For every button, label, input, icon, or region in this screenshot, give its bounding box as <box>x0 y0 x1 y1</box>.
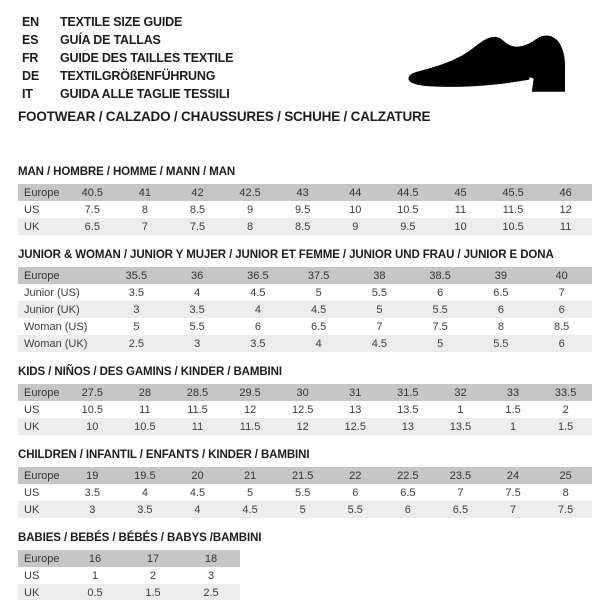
row-label: Junior (US) <box>24 286 80 299</box>
size-value: 9.5 <box>295 203 311 216</box>
size-value: 28 <box>138 386 152 399</box>
size-table <box>18 384 592 435</box>
table-row <box>18 218 592 235</box>
size-value: 1 <box>91 569 99 582</box>
size-value: 22.5 <box>397 469 419 482</box>
size-value: 43 <box>296 186 309 199</box>
size-value: 8.5 <box>189 203 206 216</box>
size-value: 45 <box>454 186 467 199</box>
size-value: 8 <box>562 486 569 499</box>
language-row-it <box>22 85 233 103</box>
row-label: US <box>24 403 40 416</box>
size-value: 13.5 <box>449 420 472 433</box>
size-table <box>18 550 240 600</box>
row-label: Europe <box>24 269 60 282</box>
size-value: 45.5 <box>502 186 524 199</box>
table-row <box>18 284 592 301</box>
language-title: GUÍA DE TALLAS <box>60 33 161 47</box>
size-value: 2 <box>562 403 569 416</box>
size-value: 10 <box>86 420 99 433</box>
size-value: 1 <box>457 403 464 416</box>
size-value: 3.5 <box>250 337 266 350</box>
size-value: 4.5 <box>371 337 388 350</box>
table-row <box>18 467 592 484</box>
size-value: 8 <box>497 320 504 333</box>
row-label: Woman (US) <box>24 320 88 333</box>
size-value: 44.5 <box>397 186 419 199</box>
size-value: 33.5 <box>554 386 577 399</box>
size-value: 5 <box>133 320 140 333</box>
size-value: 5 <box>315 286 322 299</box>
size-value: 10.5 <box>397 203 419 216</box>
size-value: 4 <box>194 286 201 299</box>
table-title: BABIES / BEBÉS / BÉBÉS / BABYS /BAMBINI <box>18 532 262 544</box>
size-value: 6.5 <box>400 486 416 499</box>
size-value: 7.5 <box>505 486 521 499</box>
size-table-section <box>18 449 592 518</box>
category-title: FOOTWEAR / CALZADO / CHAUSSURES / SCHUHE / CALZATURE <box>18 109 431 124</box>
language-title: GUIDA ALLE TAGLIE TESSILI <box>60 87 230 101</box>
table-row <box>18 184 592 201</box>
language-row-fr <box>22 49 233 67</box>
row-label: Woman (UK) <box>24 337 88 350</box>
size-value: 5.5 <box>347 503 363 516</box>
size-value: 19 <box>86 469 99 482</box>
size-value: 11.5 <box>187 403 208 416</box>
size-value: 4 <box>315 337 322 350</box>
size-value: 0.5 <box>87 586 103 599</box>
size-value: 23.5 <box>449 469 472 482</box>
size-value: 29.5 <box>239 386 261 399</box>
size-table <box>18 467 592 518</box>
size-value: 13.5 <box>397 403 419 416</box>
table-row <box>18 584 240 600</box>
size-value: 5 <box>247 486 254 499</box>
size-value: 6 <box>558 303 565 316</box>
size-value: 6 <box>497 303 504 316</box>
size-value: 8.5 <box>553 320 570 333</box>
table-row <box>18 318 592 335</box>
size-tables <box>18 166 592 600</box>
row-label: Europe <box>24 469 60 482</box>
size-value: 11 <box>191 420 204 433</box>
row-label: Europe <box>24 386 60 399</box>
size-value: 40 <box>555 269 568 282</box>
size-value: 13 <box>401 420 414 433</box>
size-value: 19.5 <box>134 469 156 482</box>
size-value: 3 <box>133 303 140 316</box>
size-value: 4.5 <box>242 503 258 516</box>
table-title: JUNIOR & WOMAN / JUNIOR Y MUJER / JUNIOR ET FEMME / JUNIOR UND FRAU / JUNIOR E DONA <box>18 249 554 261</box>
size-value: 32 <box>454 386 467 399</box>
size-value: 36 <box>191 269 204 282</box>
size-value: 10.5 <box>81 403 103 416</box>
row-label: UK <box>24 586 40 599</box>
size-value: 42 <box>191 186 204 199</box>
size-value: 6.5 <box>452 503 469 516</box>
size-value: 12.5 <box>344 420 366 433</box>
size-value: 17 <box>146 552 160 565</box>
size-value: 27.5 <box>81 386 103 399</box>
size-value: 22 <box>349 469 362 482</box>
size-value: 11.5 <box>502 203 524 216</box>
size-value: 7.5 <box>557 503 574 516</box>
size-value: 18 <box>204 552 218 565</box>
size-value: 35.5 <box>125 269 148 282</box>
row-label: US <box>24 486 40 499</box>
size-value: 4.5 <box>310 303 327 316</box>
size-value: 9 <box>352 220 359 233</box>
size-value: 44 <box>349 186 362 199</box>
language-title-block <box>22 13 233 103</box>
size-value: 6.5 <box>310 320 327 333</box>
size-value: 4 <box>254 303 261 316</box>
size-value: 6 <box>352 486 359 499</box>
language-code: FR <box>22 51 39 65</box>
size-value: 11 <box>454 203 467 216</box>
size-value: 9.5 <box>400 220 416 233</box>
size-value: 10.5 <box>502 220 524 233</box>
size-value: 30 <box>296 386 309 399</box>
size-value: 6.5 <box>493 286 509 299</box>
size-value: 5.5 <box>189 320 205 333</box>
size-value: 2.5 <box>128 337 145 350</box>
size-value: 4.5 <box>189 486 206 499</box>
size-value: 1 <box>509 420 517 433</box>
size-value: 9 <box>247 203 254 216</box>
size-value: 31.5 <box>397 386 419 399</box>
language-row-es <box>22 31 233 49</box>
size-value: 1.5 <box>145 586 161 599</box>
dress-shoe-icon <box>400 27 582 101</box>
size-value: 12 <box>243 403 257 416</box>
size-value: 12.5 <box>291 403 314 416</box>
size-table-section <box>18 249 592 352</box>
language-code: IT <box>22 87 33 101</box>
table-row <box>18 335 592 352</box>
size-value: 5.5 <box>371 286 388 299</box>
table-row <box>18 567 240 584</box>
size-value: 3.5 <box>84 486 100 499</box>
size-value: 16 <box>88 552 102 565</box>
size-value: 10 <box>454 220 467 233</box>
size-value: 28.5 <box>186 386 209 399</box>
table-row <box>18 401 592 418</box>
row-label: US <box>24 569 40 582</box>
row-label: Europe <box>24 186 60 199</box>
table-row <box>18 267 592 284</box>
size-value: 24 <box>506 469 520 482</box>
size-value: 36.5 <box>247 269 269 282</box>
size-value: 7 <box>141 220 148 233</box>
size-value: 2 <box>149 569 157 582</box>
table-row <box>18 484 592 501</box>
size-table <box>18 267 592 352</box>
size-value: 12 <box>296 420 309 433</box>
size-table-section <box>18 166 592 235</box>
size-value: 11.5 <box>239 420 261 433</box>
size-value: 3.5 <box>137 503 153 516</box>
size-value: 5 <box>299 503 306 516</box>
size-value: 8 <box>247 220 254 233</box>
size-value: 7.5 <box>189 220 206 233</box>
size-value: 11 <box>559 220 572 233</box>
size-value: 6 <box>254 320 261 333</box>
size-value: 38 <box>373 269 386 282</box>
size-table-section <box>18 532 592 600</box>
size-value: 5.5 <box>432 303 448 316</box>
table-row <box>18 201 592 218</box>
size-value: 3 <box>207 569 215 582</box>
language-code: DE <box>22 69 39 83</box>
row-label: UK <box>24 420 40 433</box>
table-row <box>18 301 592 318</box>
size-value: 7 <box>376 320 383 333</box>
row-label: UK <box>24 220 40 233</box>
size-value: 20 <box>191 469 204 482</box>
size-value: 3.5 <box>189 303 205 316</box>
size-value: 7 <box>509 503 517 516</box>
size-value: 42.5 <box>239 186 261 199</box>
size-value: 4.5 <box>250 286 266 299</box>
size-value: 33 <box>506 386 520 399</box>
size-value: 12 <box>559 203 572 216</box>
table-title: KIDS / NIÑOS / DES GAMINS / KINDER / BAMBINI <box>18 366 282 378</box>
size-value: 40.5 <box>81 186 103 199</box>
language-row-en <box>22 13 233 31</box>
size-value: 31 <box>349 386 362 399</box>
size-value: 1.5 <box>505 403 521 416</box>
row-label: Europe <box>24 552 60 565</box>
language-title: TEXTILGRÖßENFÜHRUNG <box>60 69 216 83</box>
size-value: 8.5 <box>295 220 311 233</box>
size-value: 13 <box>349 403 362 416</box>
size-value: 7 <box>457 486 464 499</box>
size-value: 4 <box>194 503 201 516</box>
language-code: EN <box>22 15 39 29</box>
table-row <box>18 501 592 518</box>
size-value: 1.5 <box>557 420 574 433</box>
size-value: 39 <box>494 269 507 282</box>
size-value: 21 <box>243 469 257 482</box>
size-value: 10.5 <box>134 420 156 433</box>
size-value: 4 <box>141 486 148 499</box>
row-label: UK <box>24 503 40 516</box>
size-value: 37.5 <box>307 269 330 282</box>
size-value: 7.5 <box>84 203 100 216</box>
size-value: 7 <box>558 286 565 299</box>
size-value: 25 <box>559 469 572 482</box>
size-value: 5.5 <box>493 337 509 350</box>
size-value: 11 <box>139 403 151 416</box>
language-title: TEXTILE SIZE GUIDE <box>60 15 183 29</box>
row-label: US <box>24 203 40 216</box>
language-title: GUIDE DES TAILLES TEXTILE <box>60 51 234 65</box>
table-row <box>18 418 592 435</box>
size-value: 2.5 <box>203 586 219 599</box>
size-value: 21.5 <box>291 469 314 482</box>
size-value: 3 <box>89 503 96 516</box>
size-value: 6 <box>404 503 411 516</box>
row-label: Junior (UK) <box>24 303 80 316</box>
size-value: 46 <box>559 186 572 199</box>
size-value: 3.5 <box>128 286 145 299</box>
size-value: 38.5 <box>429 269 451 282</box>
size-value: 5.5 <box>295 486 311 499</box>
language-code: ES <box>22 33 39 47</box>
size-value: 41 <box>138 186 152 199</box>
table-title: CHILDREN / INFANTIL / ENFANTS / KINDER / BAMBINI <box>18 449 310 461</box>
size-value: 8 <box>141 203 148 216</box>
size-value: 6 <box>558 337 565 350</box>
size-value: 6.5 <box>84 220 100 233</box>
size-value: 3 <box>194 337 201 350</box>
size-table-section <box>18 366 592 435</box>
size-value: 6 <box>437 286 444 299</box>
size-value: 5 <box>437 337 444 350</box>
size-table <box>18 184 592 235</box>
table-title: MAN / HOMBRE / HOMME / MANN / MAN <box>18 166 236 178</box>
size-value: 10 <box>349 203 362 216</box>
language-row-de <box>22 67 233 85</box>
table-row <box>18 384 592 401</box>
size-value: 5 <box>376 303 383 316</box>
table-row <box>18 550 240 567</box>
size-value: 7.5 <box>432 320 448 333</box>
